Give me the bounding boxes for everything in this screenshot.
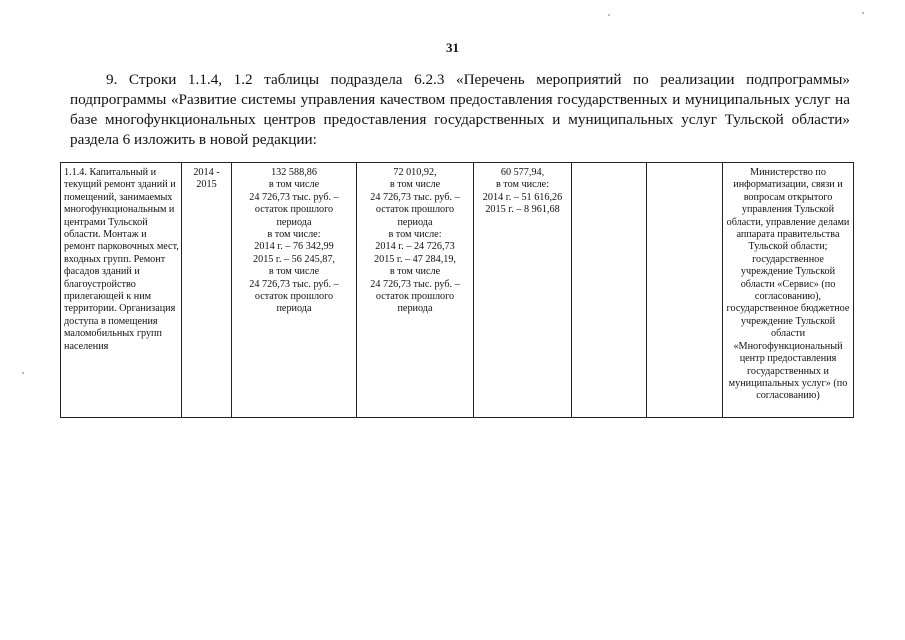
empty-cell-5 [572,163,647,418]
federal-funding-cell [474,163,572,418]
regional-line: периода [397,303,433,315]
years-line: 2014 - [193,167,220,178]
total-line: остаток прошлого [254,291,334,303]
regional-funding-cell [357,163,474,418]
executors-text: Министерство по информатизации, связи и вопросам открытого управления Тульской области, управление делами аппарата правительства Тульской области; государственное учреждение Тульской области «Сервис» (по согласованию), государственное бюджетное учреждение Тульской области «Многофункциональный центр предоставления государственных и муниципальных услуг» (по согласованию) [726,167,850,402]
total-line: 24 726,73 тыс. руб. – [249,191,339,203]
total-line: в том числе [268,179,320,191]
page-number: 31 [446,40,459,55]
regional-line: 2014 г. – 24 726,73 [375,241,455,253]
regional-line: в том числе [389,266,441,278]
regional-line: в том числе [389,179,441,191]
total-line: в том числе: [267,229,321,241]
intro-paragraph: 9. Строки 1.1.4, 1.2 таблицы подраздела 6.2.3 «Перечень мероприятий по реализации подпрограммы» подпрограммы «Развитие системы управления качеством предоставления государственных и муниципальных услуг на базе многофункциональных центров предоставления государственных и муниципальных услуг Тульской области» раздела 6 изложить в новой редакции: [70,71,850,148]
table-row [61,163,854,418]
total-line: остаток прошлого [254,204,334,216]
total-line: 2014 г. – 76 342,99 [254,241,334,253]
total-line: 24 726,73 тыс. руб. – [249,278,339,290]
regional-line: в том числе: [388,229,442,241]
years-line: 2015 [196,179,217,191]
regional-line: 2015 г. – 47 284,19, [374,253,456,265]
measure-name: 1.1.4. Капитальный и текущий ремонт зданий и помещений, занимаемых многофункциональным и центрами Тульской области. Монтаж и ремонт парковочных мест, входных групп. Ремонт фасадов зданий и благоустройство прилегающей к ним территории. Организация доступа в помещения маломобильных групп населения [64,167,179,352]
executors-cell [723,163,854,418]
federal-line: 2014 г. – 51 616,26 [482,191,563,203]
measure-name-cell [61,163,182,418]
total-line: периода [276,216,312,228]
federal-line: 60 577,94, [500,167,545,178]
measures-table [60,162,854,418]
regional-line: 24 726,73 тыс. руб. – [370,278,460,290]
regional-line: остаток прошлого [375,204,455,216]
total-funding-cell [232,163,357,418]
total-line: 132 588,86 [271,167,317,178]
scan-speck [608,14,610,16]
regional-line: остаток прошлого [375,291,455,303]
federal-line: 2015 г. – 8 961,68 [485,204,560,216]
scan-speck [862,12,864,14]
scan-speck [22,372,24,374]
total-line: 2015 г. – 56 245,87, [253,253,335,265]
regional-line: периода [397,216,433,228]
regional-line: 24 726,73 тыс. руб. – [370,191,460,203]
total-line: в том числе [268,266,320,278]
empty-cell-6 [647,163,723,418]
regional-line: 72 010,92, [393,167,437,178]
federal-line: в том числе: [495,179,550,191]
total-line: периода [276,303,312,315]
years-cell [182,163,232,418]
